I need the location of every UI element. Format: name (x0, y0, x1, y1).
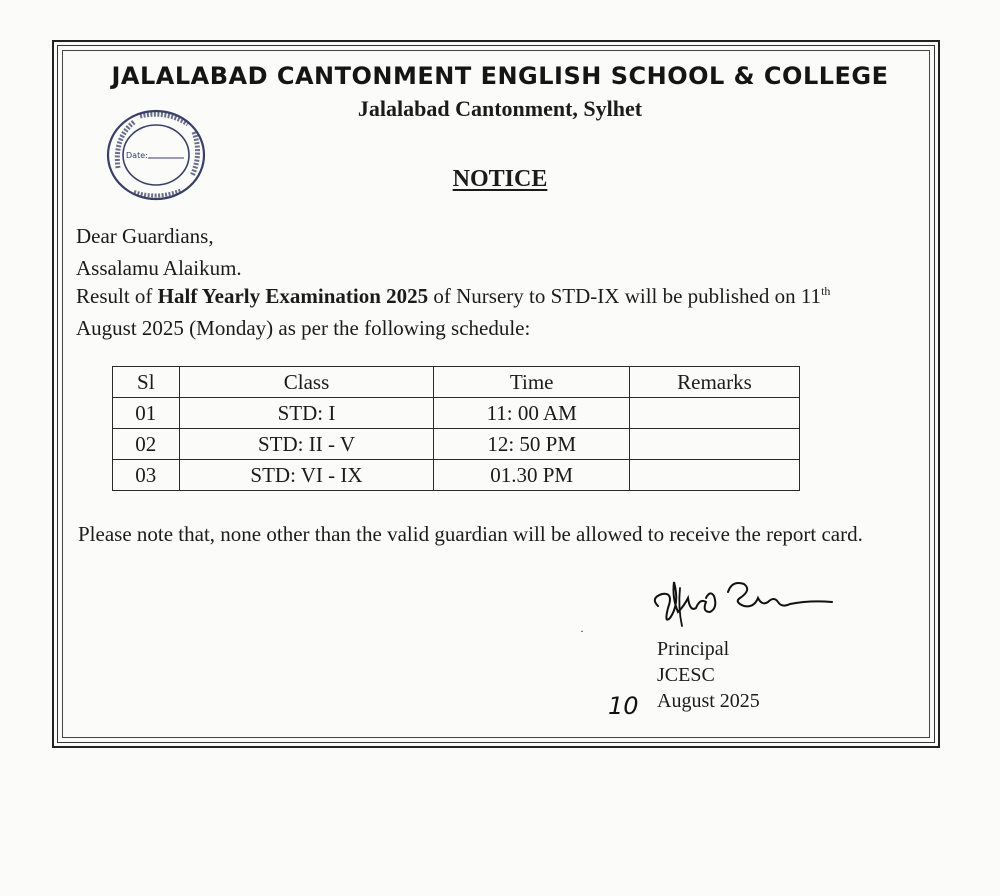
cell-remarks (629, 398, 799, 429)
notice-body-line1 (76, 284, 830, 309)
school-name: JALALABAD CANTONMENT ENGLISH SCHOOL & COLLEGE (111, 62, 889, 90)
signature-block (657, 636, 760, 714)
cell-time: 01.30 PM (434, 460, 630, 491)
cell-sl: 01 (113, 398, 180, 429)
school-address: Jalalabad Cantonment, Sylhet (357, 96, 643, 121)
cell-sl: 02 (113, 429, 180, 460)
handwritten-day: 10 (608, 692, 639, 720)
notice-date: August 2025 (657, 690, 760, 712)
cell-class: STD: VI - IX (179, 460, 434, 491)
cell-class: STD: I (179, 398, 434, 429)
institution-abbr: JCESC (657, 664, 715, 686)
body-text-part2: of Nursery to STD-IX will be published on 11 (428, 284, 822, 308)
guardian-note: Please note that, none other than the valid guardian will be allowed to receive the report card. (78, 522, 863, 546)
principal-signature (640, 568, 840, 630)
exam-name: Half Yearly Examination 2025 (157, 284, 429, 308)
greeting-text: Dear Guardians, (76, 224, 214, 248)
cell-class: STD: II - V (179, 429, 434, 460)
cell-time: 12: 50 PM (434, 429, 630, 460)
table-row (113, 429, 800, 460)
cell-remarks (629, 460, 799, 491)
cell-time: 11: 00 AM (434, 398, 630, 429)
cell-remarks (629, 429, 799, 460)
header-sl: Sl (113, 367, 180, 398)
notice-body-line2: August 2025 (Monday) as per the following schedule: (76, 316, 531, 340)
svg-text:Date:: Date: (126, 151, 148, 160)
ink-mark: · (580, 624, 584, 638)
header-remarks: Remarks (629, 367, 799, 398)
table-row (113, 460, 800, 491)
notice-title: NOTICE (452, 166, 548, 192)
principal-title: Principal (657, 638, 730, 660)
header-class: Class (179, 367, 434, 398)
salutation-text: Assalamu Alaikum. (76, 256, 242, 280)
table-header-row (113, 367, 800, 398)
body-text-part1: Result of (76, 284, 158, 308)
header-time: Time (434, 367, 630, 398)
schedule-table (112, 366, 800, 491)
table-row (113, 398, 800, 429)
date-suffix: th (821, 284, 831, 298)
cell-sl: 03 (113, 460, 180, 491)
